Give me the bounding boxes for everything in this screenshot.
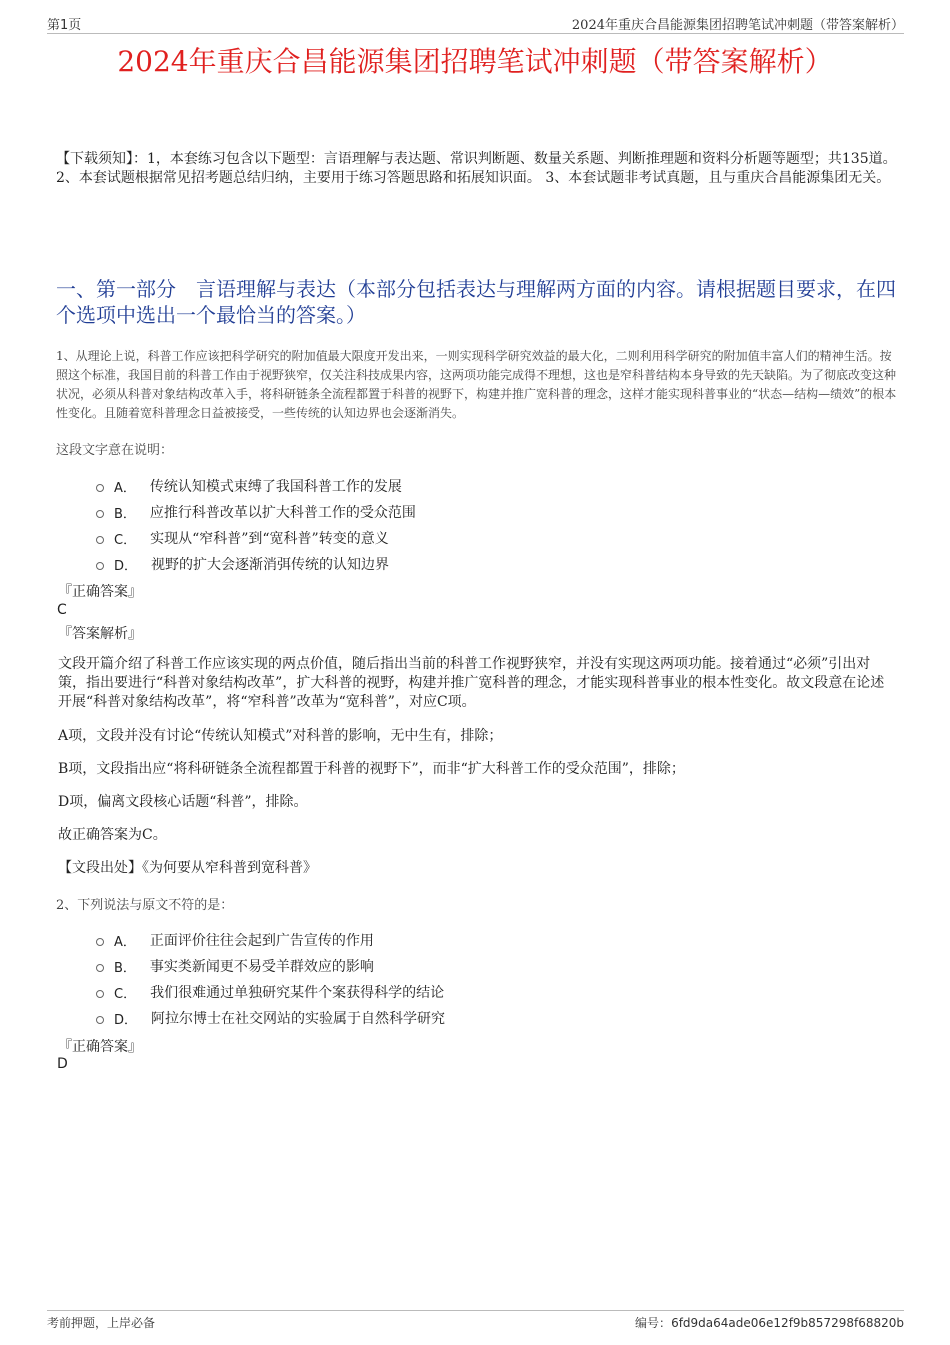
option-text: 正面评价往往会起到广告宣传的作用 (149, 933, 374, 949)
option-a[interactable] (96, 927, 876, 953)
radio-icon[interactable] (96, 536, 104, 544)
option-letter: C． (114, 532, 137, 548)
analysis-paragraph: 文段开篇介绍了科普工作应该实现的两点价值，随后指出当前的科普工作视野狭窄，并没有实现这两项功能。接着通过“必须”引出对策，指出要进行“科普对象结构改革”，扩大科普的视野，构建并推广宽科普的理念，才能实现科普事业的根本性变化。故文段意在论述开展“科普对象结构改革”，将“窄科普”改革为“宽科普”，对应C项。 (58, 656, 885, 710)
option-text: 阿拉尔博士在社交网站的实验属于自然科学研究 (151, 1011, 446, 1027)
correct-answer-label: 『正确答案』 (58, 584, 142, 600)
option-c[interactable] (96, 979, 876, 1005)
option-letter: D． (114, 558, 138, 574)
radio-icon[interactable] (96, 964, 104, 972)
running-header-title: 2024年重庆合昌能源集团招聘笔试冲刺题（带答案解析） (571, 18, 904, 33)
analysis-paragraph: 故正确答案为C。 (58, 827, 167, 843)
radio-icon[interactable] (96, 510, 104, 518)
radio-icon[interactable] (96, 990, 104, 998)
radio-icon[interactable] (96, 562, 104, 570)
document-title: 2024年重庆合昌能源集团招聘笔试冲刺题（带答案解析） (117, 45, 833, 78)
option-text: 实现从“窄科普”到“宽科普”转变的意义 (150, 531, 389, 547)
question-2-options (96, 927, 876, 1031)
correct-answer: C (57, 602, 67, 618)
option-letter: D． (114, 1012, 138, 1028)
code-value: 6fd9da64ade06e12f9b857298f68820b (671, 1316, 904, 1330)
question-1-text: 1、从理论上说，科普工作应该把科学研究的附加值最大限度开发出来，一则实现科学研究效益的最大化，二则利用科学研究的附加值丰富人们的精神生活。按照这个标准，我国目前的科普工作由于视野狭窄，仅关注科技成果内容，这两项功能完成得不理想，这也是窄科普结构本身导致的先天缺陷。为了彻底改变这种状况，必须从科普对象结构改革入手，将科研链条全流程都置于科普的视野下，构建并推广宽科普的理念，这样才能实现科普事业的“状态—结构—绩效”的根本性变化。且随着宽科普理念日益被接受，一些传统的认知边界也会逐渐消失。 (56, 349, 897, 420)
option-text: 传统认知模式束缚了我国科普工作的发展 (149, 479, 402, 495)
option-d[interactable] (96, 1005, 876, 1031)
option-text: 我们很难通过单独研究某件个案获得科学的结论 (150, 985, 445, 1001)
option-c[interactable] (96, 525, 876, 551)
footer-divider (47, 1310, 904, 1311)
document-code (635, 1314, 904, 1331)
analysis-paragraph: A项，文段并没有讨论“传统认知模式”对科普的影响，无中生有，排除； (58, 728, 503, 744)
option-letter: B． (114, 960, 136, 976)
option-b[interactable] (96, 499, 876, 525)
question-1-options (96, 473, 876, 577)
analysis-paragraph: D项，偏离文段核心话题“科普”，排除。 (58, 794, 308, 810)
option-text: 事实类新闻更不易受羊群效应的影响 (149, 959, 374, 975)
option-letter: B． (114, 506, 136, 522)
source-citation: 【文段出处】《为何要从窄科普到宽科普》 (58, 860, 317, 876)
analysis-label: 『答案解析』 (58, 626, 142, 642)
footer-slogan: 考前押题，上岸必备 (47, 1316, 156, 1330)
option-text: 视野的扩大会逐渐消弭传统的认知边界 (151, 557, 390, 573)
correct-answer: D (57, 1056, 68, 1072)
option-letter: C． (114, 986, 137, 1002)
section-heading: 一、第一部分 言语理解与表达（本部分包括表达与理解两方面的内容。请根据题目要求，在四个选项中选出一个最恰当的答案。） (56, 277, 896, 327)
code-label: 编号： (635, 1316, 672, 1330)
correct-answer-label: 『正确答案』 (58, 1039, 142, 1055)
radio-icon[interactable] (96, 484, 104, 492)
option-text: 应推行科普改革以扩大科普工作的受众范围 (149, 505, 416, 521)
question-1-prompt: 这段文字意在说明： (56, 443, 174, 458)
page-number: 第1页 (47, 18, 82, 33)
question-2-text: 2、下列说法与原文不符的是： (56, 898, 234, 913)
option-b[interactable] (96, 953, 876, 979)
option-d[interactable] (96, 551, 876, 577)
analysis-paragraph: B项，文段指出应“将科研链条全流程都置于科普的视野下”，而非“扩大科普工作的受众范围”，排除； (58, 761, 685, 777)
radio-icon[interactable] (96, 1016, 104, 1024)
radio-icon[interactable] (96, 938, 104, 946)
header-divider (47, 33, 904, 34)
download-notice: 【下载须知】：1，本套练习包含以下题型：言语理解与表达题、常识判断题、数量关系题、判断推理题和资料分析题等题型；共135道。 2、本套试题根据常见招考题总结归纳，主要用于练习答题思路和拓展知识面。 3、本套试题非考试真题，且与重庆合昌能源集团无关。 (56, 151, 897, 186)
option-letter: A． (114, 480, 136, 496)
option-a[interactable] (96, 473, 876, 499)
option-letter: A． (114, 934, 136, 950)
